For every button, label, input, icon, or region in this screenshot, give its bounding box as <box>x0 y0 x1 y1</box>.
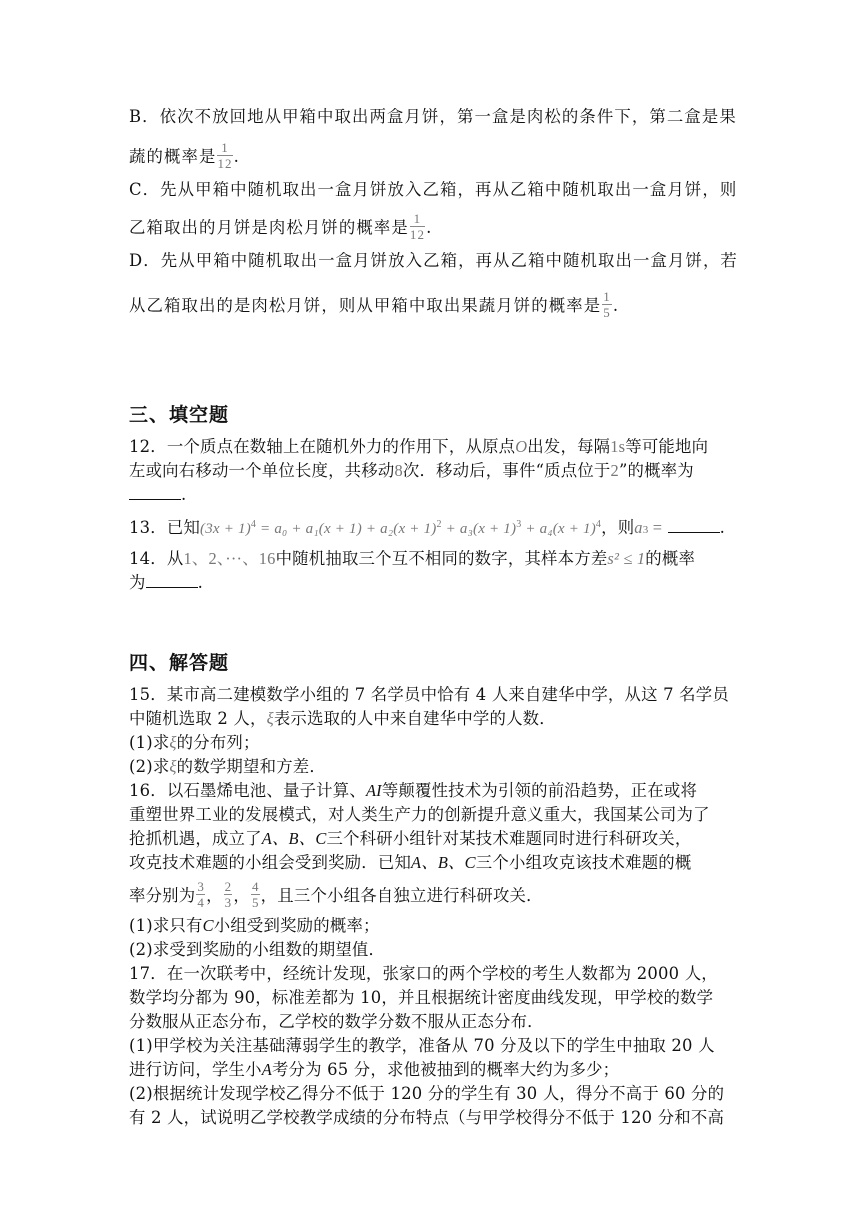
fraction-1-12 <box>217 141 232 170</box>
answer-blank <box>668 518 720 533</box>
option-c-line1: C．先从甲箱中随机取出一盒月饼放入乙箱，再从乙箱中随机取出一盒月饼，则 <box>129 180 738 199</box>
period: . <box>426 218 433 237</box>
q16-line2: 重塑世界工业的发展模式，对人类生产力的创新提升意义重大，我国某公司为了 <box>129 805 710 824</box>
section-heading-fill-in: 三、填空题 <box>129 404 230 426</box>
q17-part2-line2: 有 2 人，试说明乙学校教学成绩的分布特点（与甲学校得分不低于 120 分和不高 <box>129 1108 725 1127</box>
q12-text-b: 出发，每隔 <box>527 437 611 456</box>
option-d-text: 从乙箱取出的是肉松月饼，则从甲箱中取出果蔬月饼的概率是 <box>129 296 602 315</box>
option-b-text: 蔬的概率是 <box>129 147 217 166</box>
q17-p1-text-b: 考分为 65 分，求他被抽到的概率大约为多少； <box>271 1060 620 1079</box>
q12-text-e: 次．移动后，事件“质点位于 <box>402 461 611 480</box>
frac-num: 1 <box>410 212 425 227</box>
q17-part1-line2 <box>129 1059 619 1081</box>
frac-den: 12 <box>217 156 233 171</box>
q16-text-g: 率分别为 <box>129 886 196 905</box>
frac-num: 1 <box>603 289 611 304</box>
period: . <box>719 518 725 537</box>
q13-text-a: 13．已知 <box>129 518 201 537</box>
q12-text-a: 12．一个质点在数轴上在随机外力的作用下，从原点 <box>129 437 516 456</box>
frac-den: 4 <box>197 895 205 910</box>
q16-line4 <box>129 852 691 874</box>
q16-text-d: 三个科研小组针对某技术难题同时进行科研攻关， <box>326 829 692 848</box>
fraction-4-5 <box>251 880 260 909</box>
math-8: 8 <box>394 461 403 480</box>
q15-line1: 15．某市高二建模数学小组的 7 名学员中恰有 4 人来自建华中学，从这 7 名学员 <box>129 685 729 704</box>
period: . <box>233 147 240 166</box>
math-a3-subscript: 3 <box>642 524 649 536</box>
q16-part2: (2)求受到奖励的小组数的期望值． <box>129 940 386 959</box>
q16-text-h: ，且三个小组各自独立进行科研攻关． <box>260 886 543 905</box>
text-groups-abc: A、B、C <box>411 853 476 872</box>
math-equals: = <box>648 518 663 537</box>
q15-p2-text-a: (2)求 <box>129 757 170 776</box>
q14-text-a: 14．从 <box>129 549 184 568</box>
q14-text-c: 的概率 <box>645 549 696 568</box>
q17-part2-line1: (2)根据统计发现学校乙得分不低于 120 分的学生有 30 人，得分不高于 60 分的 <box>129 1084 725 1103</box>
q12-line2 <box>129 460 694 482</box>
frac-num: 2 <box>224 879 232 894</box>
q15-part2 <box>129 756 326 778</box>
answer-blank <box>146 573 198 588</box>
q16-text-a: 16．以石墨烯电池、量子计算、 <box>129 781 366 800</box>
option-b-line1: B．依次不放回地从甲箱中取出两盒月饼，第一盒是肉松的条件下，第二盒是果 <box>129 107 737 126</box>
option-d-line2 <box>129 289 620 321</box>
period: . <box>197 573 204 592</box>
q16-line3 <box>129 828 691 850</box>
q12-text-f: ”的概率为 <box>618 461 694 480</box>
q16-line5 <box>129 879 543 911</box>
frac-num: 1 <box>217 141 232 156</box>
fraction-1-12 <box>410 212 425 241</box>
q17-line3: 分数服从正态分布，乙学校的数学分数不服从正态分布． <box>129 1012 544 1031</box>
q16-line1 <box>129 780 697 802</box>
frac-den: 5 <box>603 305 611 320</box>
fraction-2-3 <box>224 880 233 909</box>
option-d-line1: D．先从甲箱中随机取出一盒月饼放入乙箱，再从乙箱中随机取出一盒月饼，若 <box>129 251 738 270</box>
option-c-text: 乙箱取出的月饼是肉松月饼的概率是 <box>129 218 409 237</box>
q17-line1: 17．在一次联考中，经统计发现，张家口的两个学校的考生人数都为 2000 人， <box>129 964 718 983</box>
math-variance-condition: s² ≤ 1 <box>607 549 646 568</box>
q16-text-e: 攻克技术难题的小组会受到奖励．已知 <box>129 853 412 872</box>
frac-num: 3 <box>197 879 205 894</box>
math-xi: ξ <box>169 733 177 752</box>
q13-equation: $(3x + 1)^4 = a_0 + a_1(x + 1) + a_2(x + 1)^2 + a_3(x + 1)^3 + a_4(x + 1)^4$ <box>200 519 602 537</box>
q16-text-c: 抢抓机遇，成立了 <box>129 829 262 848</box>
q12-line3 <box>129 484 186 506</box>
q16-part1 <box>129 915 380 937</box>
q14-line1 <box>129 548 695 570</box>
q13-line <box>129 514 725 541</box>
period: . <box>612 296 620 315</box>
q17-part1-line1: (1)甲学校为关注基础薄弱学生的教学，准备从 70 分及以下的学生中抽取 20 人 <box>129 1036 715 1055</box>
q14-text-b: 中随机抽取三个互不相同的数字，其样本方差 <box>275 549 608 568</box>
q14-text-d: 为 <box>129 573 146 592</box>
q17-line2: 数学均分都为 90，标准差都为 10，并且根据统计密度曲线发现，甲学校的数学 <box>129 988 714 1007</box>
q15-line2 <box>129 708 556 730</box>
q15-part1 <box>129 732 260 754</box>
q16-text-f: 三个小组攻克该技术难题的概 <box>475 853 692 872</box>
option-c-line2 <box>129 211 433 243</box>
q16-p1-text-a: (1)求只有 <box>129 916 203 935</box>
math-1s: 1s <box>610 437 626 456</box>
fraction-3-4 <box>196 880 205 909</box>
fraction-1-5 <box>602 290 612 319</box>
q15-text-b: 表示选取的人中来自建华中学的人数． <box>273 709 556 728</box>
text-student-a: A <box>261 1060 272 1079</box>
q12-text-d: 左或向右移动一个单位长度，共移动 <box>129 461 395 480</box>
q13-text-b: ，则 <box>601 518 635 537</box>
frac-den: 12 <box>409 227 426 242</box>
math-origin-o: O <box>515 437 528 456</box>
q15-p1-text-a: (1)求 <box>129 733 170 752</box>
text-ai: AI <box>365 781 382 800</box>
q17-p1-text-a: 进行访问，学生小 <box>129 1060 262 1079</box>
math-number-range: 1、2、···、16 <box>183 549 276 568</box>
math-xi: ξ <box>266 709 274 728</box>
q12-line1 <box>129 436 708 458</box>
q16-text-b: 等颠覆性技术为引领的前沿趋势，正在或将 <box>381 781 698 800</box>
q15-text-a: 中随机选取 2 人， <box>129 709 267 728</box>
text-groups-abc: A、B、C <box>261 829 327 848</box>
math-xi: ξ <box>169 757 177 776</box>
comma: ， <box>233 886 250 905</box>
q12-text-c: 等可能地向 <box>625 437 709 456</box>
q15-p2-text-b: 的数学期望和方差． <box>176 757 326 776</box>
frac-den: 3 <box>224 895 232 910</box>
math-a3: a <box>634 518 643 537</box>
q15-p1-text-b: 的分布列； <box>176 733 260 752</box>
period: . <box>181 485 187 504</box>
frac-den: 5 <box>251 895 259 910</box>
text-group-c: C <box>202 916 214 935</box>
frac-num: 4 <box>251 879 259 894</box>
q14-line2 <box>129 572 203 594</box>
q16-p1-text-b: 小组受到奖励的概率； <box>213 916 380 935</box>
option-b-line2 <box>129 140 240 172</box>
math-2: 2 <box>610 461 619 480</box>
section-heading-solutions: 四、解答题 <box>129 652 230 674</box>
comma: ， <box>206 886 223 905</box>
answer-blank <box>129 485 181 500</box>
